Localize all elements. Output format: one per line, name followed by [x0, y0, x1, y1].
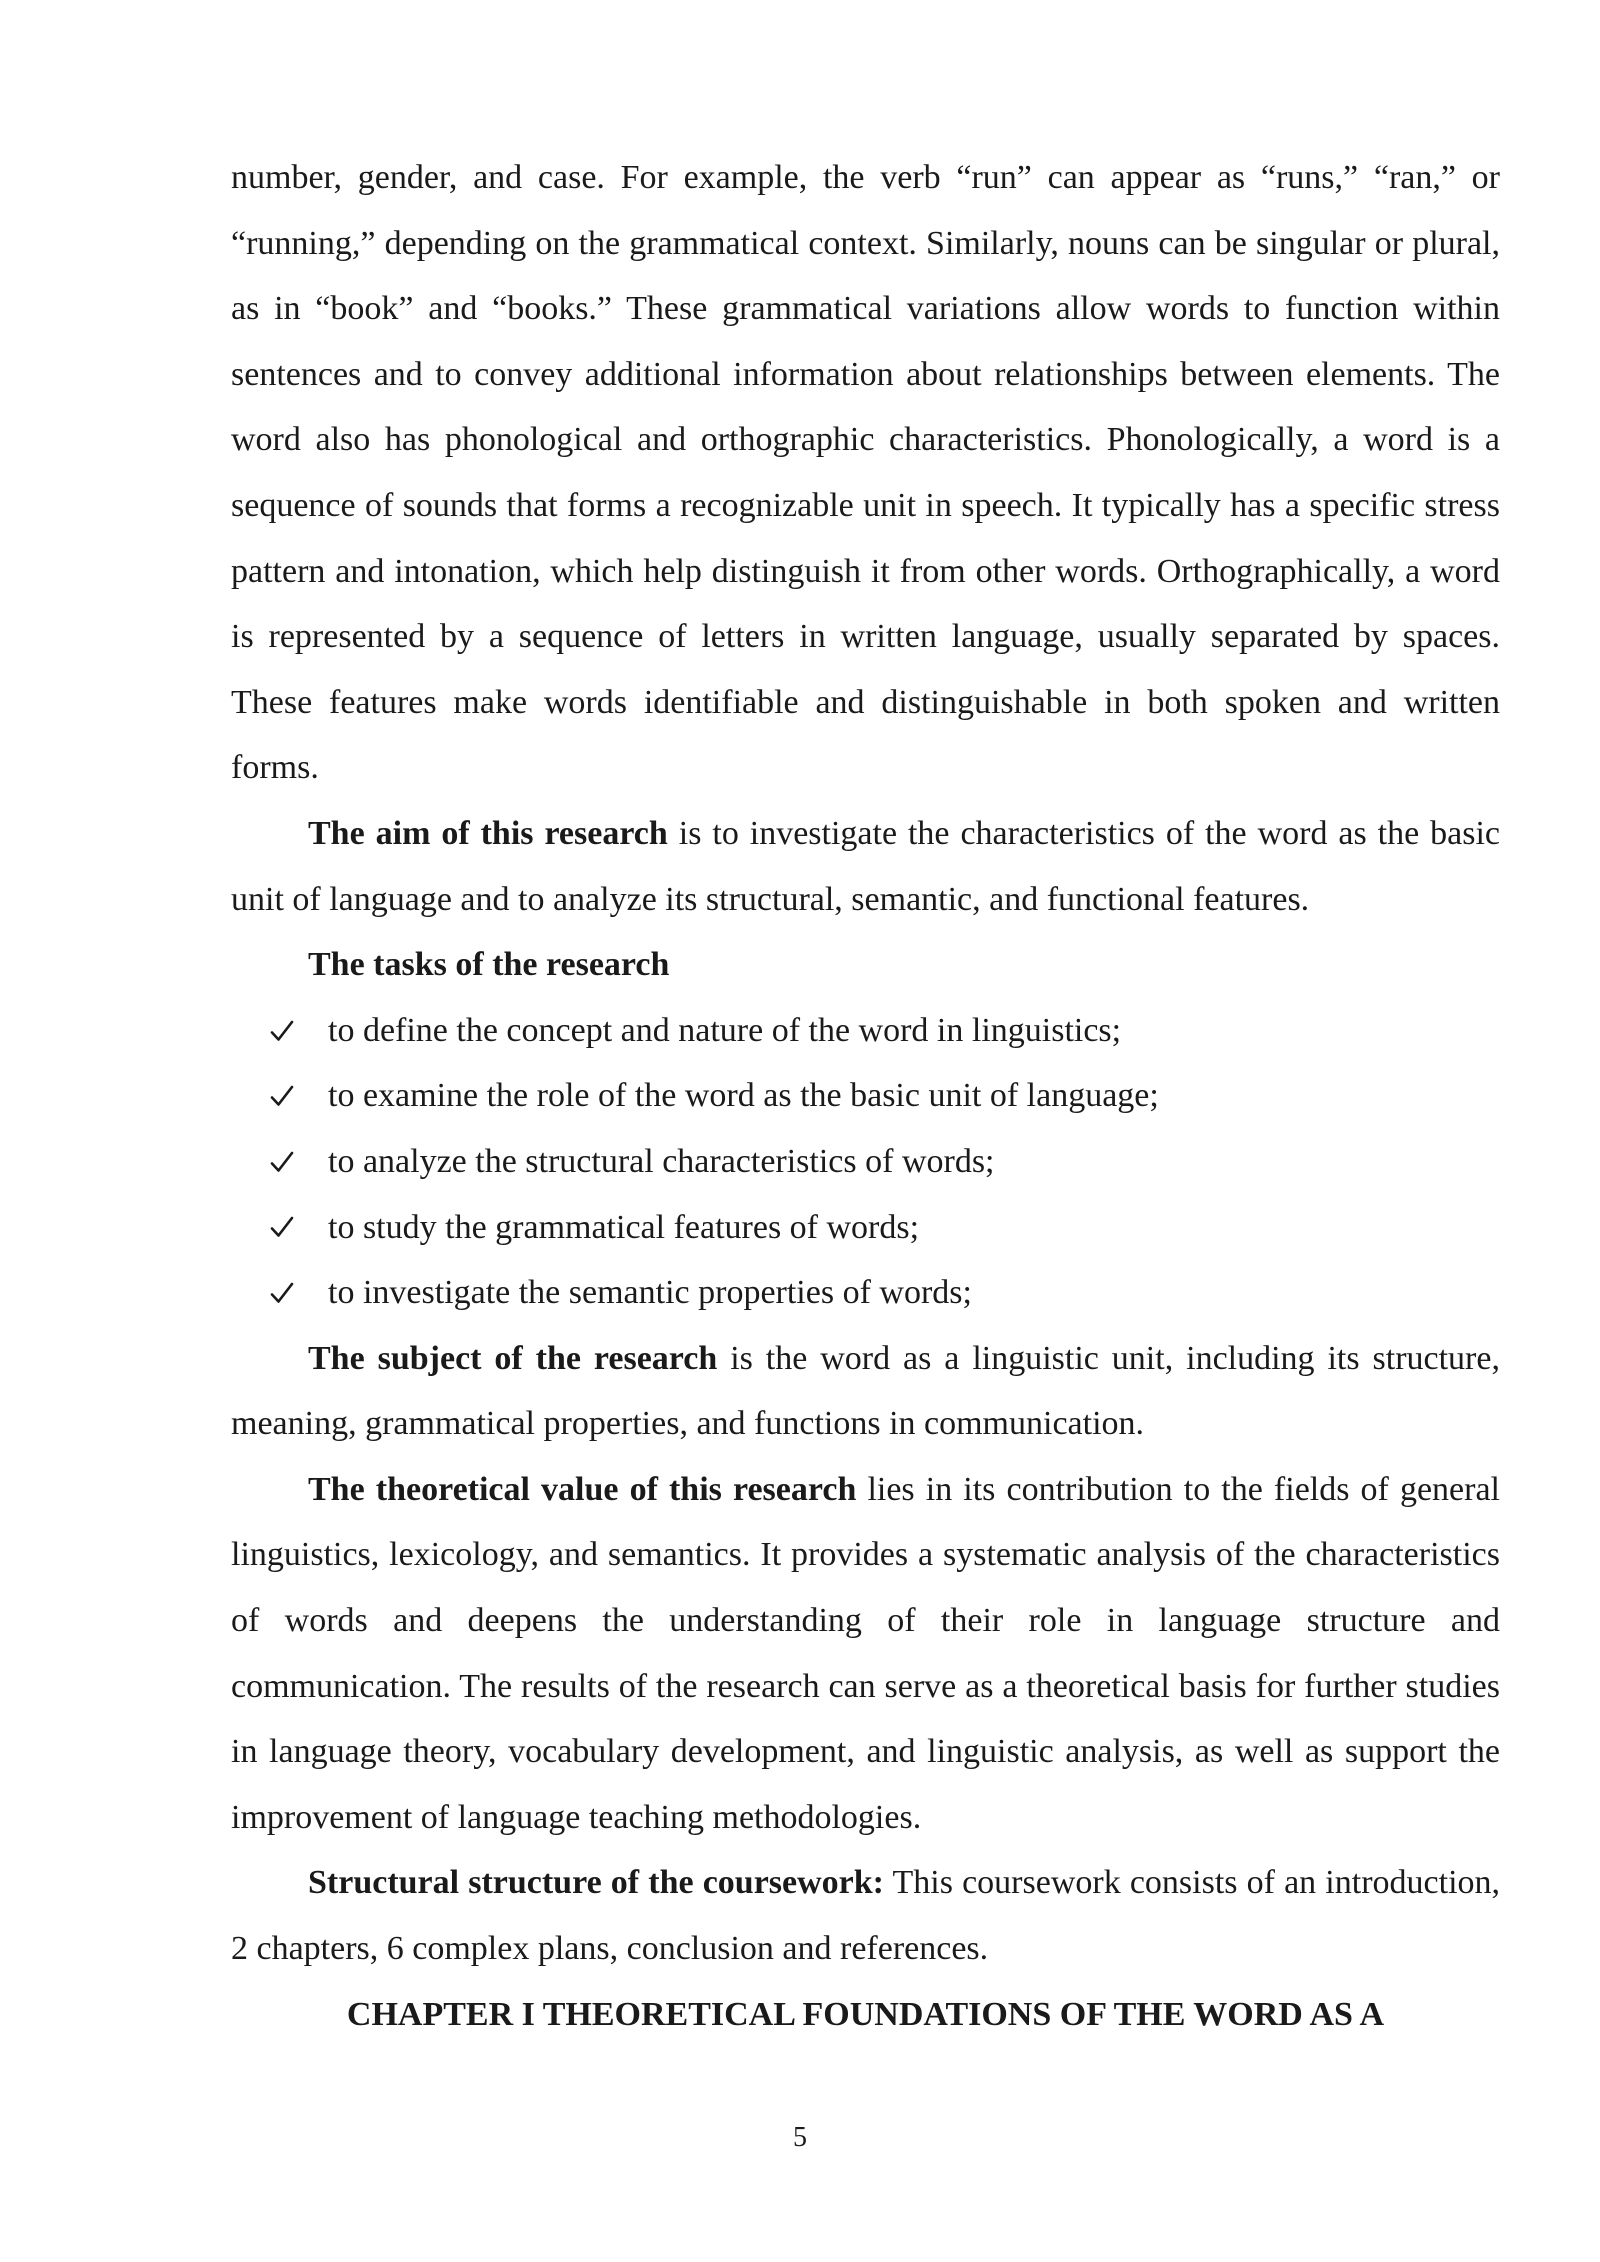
task-text: to define the concept and nature of the word in linguistics; [328, 1011, 1122, 1049]
tasks-heading: The tasks of the research [308, 946, 670, 984]
checkmark-icon [270, 1063, 310, 1129]
structure-text: This coursework consists of an introduction, 2 chapters, 6 complex plans, conclusion and references. [231, 1864, 1501, 1968]
paragraph-theoretical-value [231, 1457, 1500, 1851]
paragraph-structure [231, 1850, 1500, 1981]
theoretical-value-label: The theoretical value of this research [308, 1470, 857, 1508]
subject-text: is the word as a linguistic unit, including its structure, meaning, grammatical properties, and functions in communication. [231, 1339, 1500, 1443]
aim-label: The aim of this research [308, 814, 668, 852]
paragraph-subject [231, 1326, 1500, 1457]
checkmark-icon [270, 1260, 310, 1326]
theoretical-value-text: lies in its contribution to the fields of general linguistics, lexicology, and semantics. It provides a systematic analysis of the characteristics of words and deepens the understanding of their role in language structure and communication. The results of the research can serve as a theoretical basis for further studies in language theory, vocabulary development, and linguistic analysis, as well as support the improvement of language teaching methodologies. [231, 1470, 1500, 1836]
task-text: to study the grammatical features of words; [328, 1208, 920, 1246]
task-text: to investigate the semantic properties of words; [328, 1274, 972, 1312]
task-text: to analyze the structural characteristics of words; [328, 1142, 995, 1180]
task-item [231, 1129, 1500, 1195]
task-item [231, 998, 1500, 1064]
checkmark-icon [270, 1195, 310, 1261]
body-text [231, 145, 1500, 2047]
checkmark-icon [270, 1129, 310, 1195]
task-text: to examine the role of the word as the basic unit of language; [328, 1077, 1159, 1115]
page-number: 5 [793, 2122, 807, 2153]
paragraph-continuation: number, gender, and case. For example, the verb “run” can appear as “runs,” “ran,” or “running,” depending on the grammatical context. Similarly, nouns can be singular or plural, as in “book” and “books.” These grammatical variations allow words to function within sentences and to convey additional information about relationships between elements. The word also has phonological and orthographic characteristics. Phonologically, a word is a sequence of sounds that forms a recognizable unit in speech. It typically has a specific stress pattern and intonation, which help distinguish it from other words. Orthographically, a word is represented by a sequence of letters in written language, usually separated by spaces. These features make words identifiable and distinguishable in both spoken and written forms. [231, 159, 1500, 787]
checkmark-icon [270, 998, 310, 1064]
task-item [231, 1195, 1500, 1261]
aim-text: is to investigate the characteristics of the word as the basic unit of language and to analyze its structural, semantic, and functional features. [231, 814, 1501, 918]
paragraph-aim [231, 801, 1500, 932]
task-item [231, 1260, 1500, 1326]
task-item [231, 1063, 1500, 1129]
chapter-heading: CHAPTER I THEORETICAL FOUNDATIONS OF THE WORD AS A [346, 1995, 1385, 2033]
task-list [231, 998, 1500, 1326]
structure-label: Structural structure of the coursework: [308, 1864, 884, 1902]
subject-label: The subject of the research [308, 1339, 718, 1377]
